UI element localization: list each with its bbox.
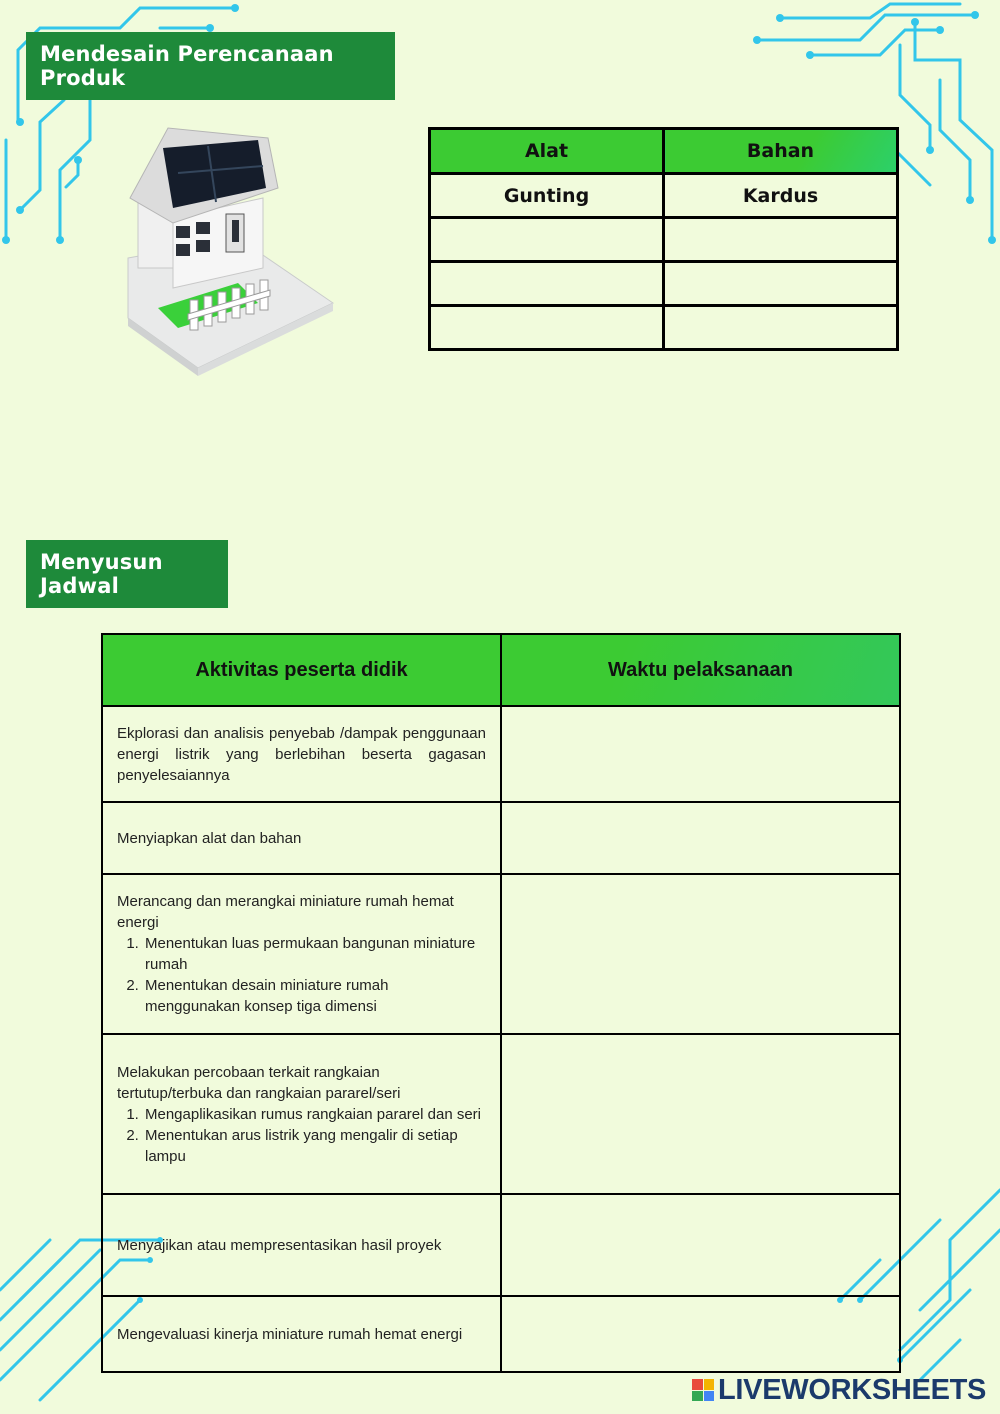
- schedule-header-row: [102, 634, 900, 706]
- bahan-cell[interactable]: Kardus: [664, 174, 898, 218]
- activity-cell: [102, 1034, 501, 1194]
- tools-header-row: [430, 129, 898, 174]
- bahan-cell[interactable]: [664, 262, 898, 306]
- brand-text: LIVEWORKSHEETS: [718, 1373, 987, 1406]
- section-title-design: [26, 32, 395, 100]
- time-cell[interactable]: [501, 1034, 900, 1194]
- schedule-row: [102, 706, 900, 802]
- time-cell[interactable]: [501, 802, 900, 874]
- activity-text: Mengevaluasi kinerja miniature rumah hemat energi: [117, 1325, 463, 1343]
- activity-text: Melakukan percobaan terkait rangkaian tertutup/terbuka dan rangkaian pararel/seri: [117, 1063, 401, 1102]
- section-title-schedule: [26, 540, 228, 608]
- activity-cell: [102, 1296, 501, 1372]
- schedule-row: [102, 1296, 900, 1372]
- time-cell[interactable]: [501, 706, 900, 802]
- section-title-schedule-text: Menyusun Jadwal: [40, 550, 163, 598]
- liveworksheets-logo-icon: [692, 1379, 714, 1401]
- alat-cell[interactable]: [430, 306, 664, 350]
- tools-row: [430, 174, 898, 218]
- schedule-row: [102, 1034, 900, 1194]
- time-cell[interactable]: [501, 874, 900, 1034]
- activity-sublist: [117, 933, 486, 1017]
- alat-cell[interactable]: [430, 262, 664, 306]
- header-bahan: Bahan: [664, 129, 898, 174]
- header-activity: Aktivitas peserta didik: [102, 634, 501, 706]
- time-cell[interactable]: [501, 1296, 900, 1372]
- schedule-row: [102, 874, 900, 1034]
- alat-cell[interactable]: [430, 218, 664, 262]
- header-time: Waktu pelaksanaan: [501, 634, 900, 706]
- tools-row: [430, 218, 898, 262]
- alat-cell[interactable]: Gunting: [430, 174, 664, 218]
- schedule-row: [102, 802, 900, 874]
- sublist-item: 2. Menentukan desain miniature rumah menggunakan konsep tiga dimensi: [143, 975, 486, 1017]
- bahan-cell[interactable]: [664, 306, 898, 350]
- activity-text: Ekplorasi dan analisis penyebab /dampak penggunaan energi listrik yang berlebihan beserta gagasan penyelesaiannya: [117, 724, 486, 784]
- tools-row: [430, 262, 898, 306]
- schedule-row: [102, 1194, 900, 1296]
- sublist-item: 1. Menentukan luas permukaan bangunan miniature rumah: [143, 933, 486, 975]
- time-cell[interactable]: [501, 1194, 900, 1296]
- section-title-design-text: Mendesain Perencanaan Produk: [40, 42, 334, 90]
- tools-row: [430, 306, 898, 350]
- activity-text: Menyiapkan alat dan bahan: [117, 829, 302, 847]
- activity-sublist: [117, 1104, 486, 1167]
- sublist-item: 1. Mengaplikasikan rumus rangkaian pararel dan seri: [143, 1104, 486, 1125]
- bahan-cell[interactable]: [664, 218, 898, 262]
- activity-text: Merancang dan merangkai miniature rumah hemat energi: [117, 893, 454, 931]
- activity-cell: [102, 802, 501, 874]
- liveworksheets-logo: [692, 1374, 986, 1406]
- schedule-table: [101, 633, 901, 1373]
- sublist-item: 2. Menentukan arus listrik yang mengalir di setiap lampu: [143, 1125, 486, 1167]
- activity-cell: [102, 706, 501, 802]
- tools-materials-table: [428, 127, 899, 351]
- activity-text: Menyajikan atau mempresentasikan hasil proyek: [117, 1236, 442, 1254]
- activity-cell: [102, 874, 501, 1034]
- miniature-house-image: [118, 118, 348, 378]
- header-alat: Alat: [430, 129, 664, 174]
- activity-cell: [102, 1194, 501, 1296]
